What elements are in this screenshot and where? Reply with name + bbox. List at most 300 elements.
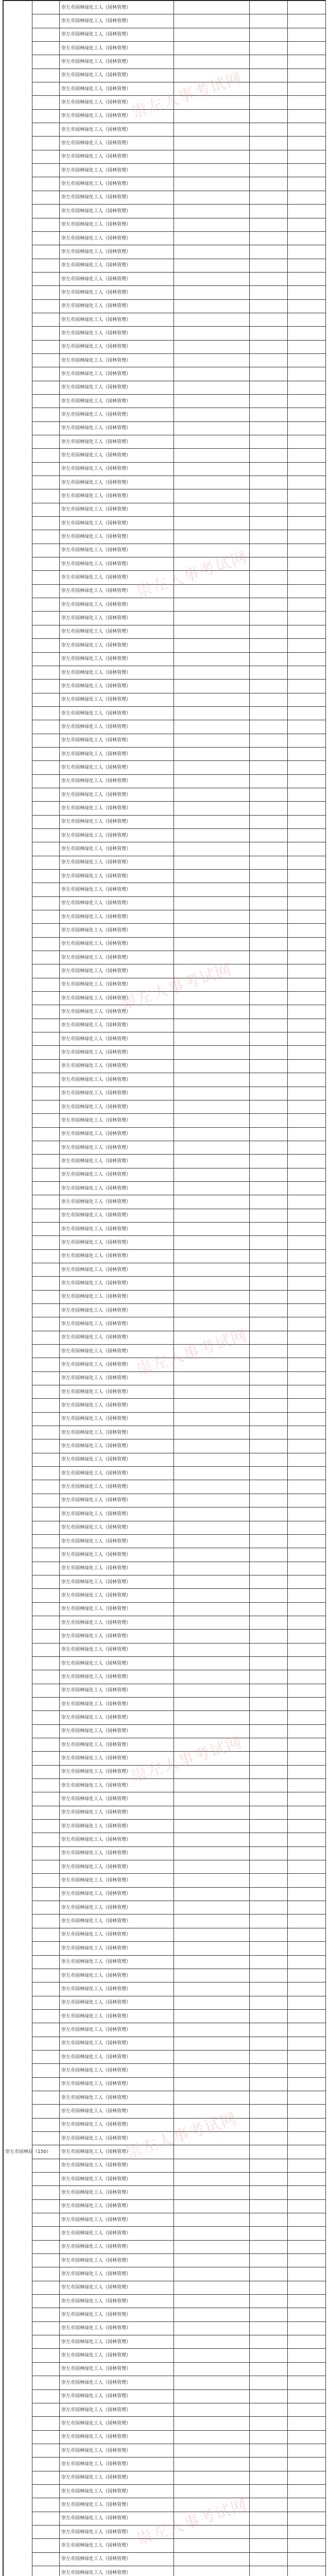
- value-cell: [174, 652, 250, 666]
- table-row: [4, 1249, 326, 1263]
- value-cell: [288, 2199, 326, 2213]
- value-cell: [174, 96, 250, 109]
- position-name-cell: 崇左市园林绿化工人（园林管理）: [60, 2213, 174, 2227]
- value-cell: [174, 870, 250, 883]
- position-name-cell: 崇左市园林绿化工人（园林管理）: [60, 1534, 174, 1548]
- position-name-cell: 崇左市园林绿化工人（园林管理）: [60, 164, 174, 177]
- blank-cell: [32, 720, 60, 734]
- table-row: [4, 584, 326, 598]
- table-row: [4, 1358, 326, 1371]
- value-cell: [288, 2118, 326, 2131]
- blank-cell: [32, 1249, 60, 1263]
- value-cell: [288, 842, 326, 856]
- blank-cell: [32, 1032, 60, 1046]
- blank-cell: [32, 815, 60, 828]
- table-row: [4, 598, 326, 612]
- value-cell: [288, 693, 326, 706]
- position-name-cell: 崇左市园林绿化工人（园林管理）: [60, 2064, 174, 2077]
- position-name-cell: 崇左市园林绿化工人（园林管理）: [60, 1480, 174, 1494]
- value-cell: [288, 1521, 326, 1534]
- table-row: [4, 530, 326, 544]
- table-row: [4, 1602, 326, 1616]
- table-row: [4, 1222, 326, 1235]
- value-cell: [250, 1249, 288, 1263]
- value-cell: [288, 1005, 326, 1019]
- position-name-cell: 崇左市园林绿化工人（园林管理）: [60, 1141, 174, 1154]
- value-cell: [174, 1914, 250, 1928]
- blank-cell: [32, 734, 60, 747]
- value-cell: [250, 1195, 288, 1209]
- value-cell: [250, 1792, 288, 1806]
- value-cell: [250, 639, 288, 652]
- value-cell: [250, 42, 288, 55]
- position-name-cell: 崇左市园林绿化工人（园林管理）: [60, 2335, 174, 2349]
- value-cell: [174, 1005, 250, 1019]
- value-cell: [288, 1820, 326, 1833]
- value-cell: [174, 788, 250, 801]
- value-cell: [174, 177, 250, 191]
- value-cell: [250, 2389, 288, 2403]
- table-row: [4, 747, 326, 760]
- value-cell: [250, 1345, 288, 1358]
- blank-cell: [32, 910, 60, 924]
- table-row: [4, 896, 326, 910]
- value-cell: [174, 2227, 250, 2240]
- value-cell: [174, 1412, 250, 1426]
- table-row: [4, 2118, 326, 2131]
- blank-cell: [32, 1290, 60, 1303]
- value-cell: [288, 1439, 326, 1453]
- value-cell: [288, 1548, 326, 1562]
- table-row: [4, 164, 326, 177]
- value-cell: [174, 1304, 250, 1317]
- table-row: [4, 1195, 326, 1209]
- table-row: [4, 2050, 326, 2063]
- table-row: [4, 2131, 326, 2145]
- table-row: [4, 1100, 326, 1113]
- blank-cell: [32, 340, 60, 353]
- value-cell: [250, 205, 288, 218]
- blank-cell: [32, 2321, 60, 2335]
- value-cell: [250, 1087, 288, 1100]
- table-row: [4, 1439, 326, 1453]
- blank-cell: [32, 1982, 60, 1996]
- position-name-cell: 崇左市园林绿化工人（园林管理）: [60, 1290, 174, 1303]
- value-cell: [250, 2267, 288, 2281]
- value-cell: [250, 1969, 288, 1982]
- value-cell: [174, 517, 250, 530]
- table-row: [4, 964, 326, 978]
- blank-cell: [32, 2105, 60, 2118]
- position-name-cell: 崇左市园林绿化工人（园林管理）: [60, 2105, 174, 2118]
- value-cell: [174, 1792, 250, 1806]
- value-cell: [174, 2295, 250, 2308]
- value-cell: [174, 435, 250, 449]
- value-cell: [174, 544, 250, 557]
- value-cell: [250, 598, 288, 612]
- blank-cell: [32, 394, 60, 408]
- position-name-cell: 崇左市园林绿化工人（园林管理）: [60, 842, 174, 856]
- table-row: [4, 2159, 326, 2172]
- blank-cell: [32, 2512, 60, 2525]
- value-cell: [174, 1439, 250, 1453]
- value-cell: [250, 327, 288, 340]
- blank-cell: [32, 896, 60, 910]
- position-name-cell: 崇左市园林绿化工人（园林管理）: [60, 2131, 174, 2145]
- value-cell: [174, 2254, 250, 2267]
- table-row: [4, 1304, 326, 1317]
- blank-cell: [32, 1046, 60, 1059]
- position-name-cell: 崇左市园林绿化工人（园林管理）: [60, 584, 174, 598]
- value-cell: [250, 1, 288, 14]
- table-row: [4, 1155, 326, 1168]
- value-cell: [174, 924, 250, 937]
- value-cell: [174, 2118, 250, 2131]
- value-cell: [288, 774, 326, 788]
- position-name-cell: 崇左市园林绿化工人（园林管理）: [60, 2295, 174, 2308]
- table-row: [4, 1643, 326, 1656]
- blank-cell: [32, 2403, 60, 2416]
- table-row: [4, 1046, 326, 1059]
- value-cell: [174, 1087, 250, 1100]
- value-cell: [288, 1100, 326, 1113]
- value-cell: [174, 1602, 250, 1616]
- value-cell: [174, 2349, 250, 2362]
- value-cell: [174, 2037, 250, 2050]
- blank-cell: [32, 2009, 60, 2023]
- value-cell: [174, 1480, 250, 1494]
- value-cell: [250, 2050, 288, 2063]
- table-row: [4, 245, 326, 259]
- table-row: [4, 2403, 326, 2416]
- position-name-cell: 崇左市园林绿化工人（园林管理）: [60, 1236, 174, 1249]
- position-name-cell: 崇左市园林绿化工人（园林管理）: [60, 96, 174, 109]
- value-cell: [288, 910, 326, 924]
- value-cell: [250, 1304, 288, 1317]
- value-cell: [250, 2498, 288, 2512]
- blank-cell: [32, 639, 60, 652]
- position-name-cell: 崇左市园林绿化工人（园林管理）: [60, 1738, 174, 1752]
- table-row: [4, 1385, 326, 1399]
- value-cell: [288, 1969, 326, 1982]
- blank-cell: [32, 2118, 60, 2131]
- position-name-cell: 崇左市园林绿化工人（园林管理）: [60, 1914, 174, 1928]
- table-row: [4, 1236, 326, 1249]
- value-cell: [288, 2458, 326, 2471]
- value-cell: [174, 28, 250, 41]
- blank-cell: [32, 109, 60, 123]
- value-cell: [174, 191, 250, 204]
- value-cell: [288, 1982, 326, 1996]
- value-cell: [174, 964, 250, 978]
- value-cell: [174, 1874, 250, 1887]
- value-cell: [288, 1630, 326, 1643]
- value-cell: [174, 1059, 250, 1073]
- value-cell: [174, 313, 250, 326]
- value-cell: [250, 2552, 288, 2566]
- blank-cell: [32, 937, 60, 951]
- position-name-cell: 崇左市园林绿化工人（园林管理）: [60, 937, 174, 951]
- value-cell: [250, 1806, 288, 1819]
- value-cell: [174, 1100, 250, 1113]
- value-cell: [250, 1901, 288, 1914]
- value-cell: [288, 2009, 326, 2023]
- blank-cell: [32, 557, 60, 571]
- value-cell: [250, 286, 288, 299]
- blank-cell: [32, 1467, 60, 1480]
- value-cell: [174, 1046, 250, 1059]
- value-cell: [250, 2254, 288, 2267]
- table-row: [4, 367, 326, 381]
- blank-cell: [32, 1942, 60, 1955]
- value-cell: [288, 1711, 326, 1724]
- value-cell: [288, 1833, 326, 1846]
- table-row: [4, 2281, 326, 2294]
- blank-cell: [32, 1222, 60, 1235]
- table-row: [4, 720, 326, 734]
- value-cell: [250, 571, 288, 584]
- position-name-cell: 崇左市园林绿化工人（园林管理）: [60, 788, 174, 801]
- position-name-cell: 崇左市园林绿化工人（园林管理）: [60, 177, 174, 191]
- value-cell: [288, 1684, 326, 1697]
- value-cell: [174, 2458, 250, 2471]
- blank-cell: [32, 1317, 60, 1331]
- value-cell: [174, 1616, 250, 1629]
- value-cell: [250, 1412, 288, 1426]
- value-cell: [174, 774, 250, 788]
- value-cell: [288, 2321, 326, 2335]
- value-cell: [250, 2118, 288, 2131]
- table-row: [4, 1724, 326, 1738]
- position-name-cell: 崇左市园林绿化工人（园林管理）: [60, 1317, 174, 1331]
- blank-cell: [32, 1371, 60, 1385]
- watermark-text: 崇左人事考试网: [134, 548, 250, 601]
- blank-cell: [32, 1019, 60, 1032]
- position-name-cell: 崇左市园林绿化工人（园林管理）: [60, 340, 174, 353]
- position-name-cell: 崇左市园林绿化工人（园林管理）: [60, 666, 174, 679]
- value-cell: [288, 1249, 326, 1263]
- table-row: [4, 2227, 326, 2240]
- value-cell: [174, 353, 250, 367]
- value-cell: [250, 1494, 288, 1507]
- table-row: [4, 313, 326, 326]
- blank-cell: [32, 856, 60, 869]
- value-cell: [288, 435, 326, 449]
- value-cell: [288, 150, 326, 163]
- value-cell: [288, 2430, 326, 2444]
- value-cell: [174, 1684, 250, 1697]
- position-name-cell: 崇左市园林绿化工人（园林管理）: [60, 1833, 174, 1846]
- value-cell: [174, 1630, 250, 1643]
- blank-cell: [32, 1697, 60, 1710]
- value-cell: [174, 1752, 250, 1765]
- value-cell: [250, 1114, 288, 1127]
- table-row: [4, 272, 326, 285]
- table-row: [4, 150, 326, 163]
- value-cell: [174, 978, 250, 991]
- position-name-cell: 崇左市园林绿化工人（园林管理）: [60, 2417, 174, 2430]
- position-name-cell: 崇左市园林绿化工人（园林管理）: [60, 2281, 174, 2294]
- value-cell: [174, 272, 250, 285]
- position-name-cell: 崇左市园林绿化工人（园林管理）: [60, 693, 174, 706]
- table-row: [4, 1914, 326, 1928]
- blank-cell: [32, 2077, 60, 2091]
- value-cell: [288, 1697, 326, 1710]
- value-cell: [174, 245, 250, 259]
- position-name-cell: 崇左市园林绿化工人（园林管理）: [60, 1602, 174, 1616]
- table-row: [4, 870, 326, 883]
- blank-cell: [32, 1996, 60, 2009]
- value-cell: [174, 2077, 250, 2091]
- value-cell: [174, 1, 250, 14]
- table-row: [4, 828, 326, 842]
- value-cell: [288, 1928, 326, 1941]
- table-row: [4, 1901, 326, 1914]
- table-row: [4, 1860, 326, 1874]
- blank-cell: [32, 14, 60, 28]
- blank-cell: [32, 2308, 60, 2321]
- blank-cell: [32, 1100, 60, 1113]
- blank-cell: [32, 2213, 60, 2227]
- blank-cell: [32, 870, 60, 883]
- table-row: [4, 1345, 326, 1358]
- table-row: [4, 802, 326, 815]
- value-cell: [288, 55, 326, 69]
- value-cell: [288, 2539, 326, 2552]
- value-cell: [250, 381, 288, 394]
- position-name-cell: 崇左市园林绿化工人（园林管理）: [60, 1928, 174, 1941]
- value-cell: [250, 1738, 288, 1752]
- value-cell: [288, 1114, 326, 1127]
- value-cell: [288, 2512, 326, 2525]
- blank-cell: [32, 2254, 60, 2267]
- blank-cell: [32, 652, 60, 666]
- table-row: [4, 2349, 326, 2362]
- value-cell: [250, 2159, 288, 2172]
- blank-cell: [32, 530, 60, 544]
- value-cell: [250, 69, 288, 82]
- value-cell: [174, 2444, 250, 2457]
- table-row: [4, 680, 326, 693]
- value-cell: [288, 1494, 326, 1507]
- value-cell: [250, 530, 288, 544]
- position-name-cell: 崇左市园林绿化工人（园林管理）: [60, 82, 174, 96]
- value-cell: [288, 1358, 326, 1371]
- position-name-cell: 崇左市园林绿化工人（园林管理）: [60, 978, 174, 991]
- value-cell: [288, 2376, 326, 2389]
- value-cell: [174, 394, 250, 408]
- table-row: [4, 42, 326, 55]
- value-cell: [174, 69, 250, 82]
- blank-cell: [32, 2566, 60, 2576]
- position-name-cell: 崇左市园林绿化工人（园林管理）: [60, 2037, 174, 2050]
- value-cell: [250, 2566, 288, 2576]
- value-cell: [250, 1887, 288, 1901]
- table-row: [4, 2321, 326, 2335]
- position-name-cell: 崇左市园林绿化工人（园林管理）: [60, 1548, 174, 1562]
- value-cell: [250, 1697, 288, 1710]
- table-row: [4, 2173, 326, 2186]
- value-cell: [250, 1996, 288, 2009]
- value-cell: [250, 1589, 288, 1602]
- value-cell: [288, 449, 326, 462]
- table-row: [4, 1874, 326, 1887]
- blank-cell: [32, 28, 60, 41]
- watermark-text: 崇左人事考试网: [134, 1326, 250, 1379]
- table-row: [4, 1955, 326, 1969]
- value-cell: [250, 2512, 288, 2525]
- table-row: [4, 951, 326, 964]
- value-cell: [174, 815, 250, 828]
- value-cell: [288, 218, 326, 231]
- position-name-cell: 崇左市园林绿化工人（园林管理）: [60, 1358, 174, 1371]
- position-name-cell: 崇左市园林绿化工人（园林管理）: [60, 1996, 174, 2009]
- value-cell: [288, 571, 326, 584]
- blank-cell: [32, 1955, 60, 1969]
- position-name-cell: 崇左市园林绿化工人（园林管理）: [60, 2444, 174, 2457]
- blank-cell: [32, 2471, 60, 2484]
- position-name-cell: 崇左市园林绿化工人（园林管理）: [60, 828, 174, 842]
- position-name-cell: 崇左市园林绿化工人（园林管理）: [60, 1901, 174, 1914]
- value-cell: [174, 1820, 250, 1833]
- value-cell: [250, 313, 288, 326]
- table-row: [4, 1290, 326, 1303]
- position-name-cell: 崇左市园林绿化工人（园林管理）: [60, 1711, 174, 1724]
- blank-cell: [32, 191, 60, 204]
- table-row: [4, 28, 326, 41]
- value-cell: [288, 1616, 326, 1629]
- value-cell: [250, 1371, 288, 1385]
- position-name-cell: 崇左市园林绿化工人（园林管理）: [60, 1331, 174, 1344]
- value-cell: [250, 476, 288, 489]
- table-row: [4, 1127, 326, 1141]
- value-cell: [250, 2335, 288, 2349]
- value-cell: [288, 231, 326, 245]
- blank-cell: [32, 992, 60, 1005]
- value-cell: [174, 842, 250, 856]
- blank-cell: [32, 1711, 60, 1724]
- value-cell: [174, 2267, 250, 2281]
- value-cell: [250, 1860, 288, 1874]
- value-cell: [174, 299, 250, 313]
- blank-cell: [32, 2430, 60, 2444]
- value-cell: [288, 1412, 326, 1426]
- value-cell: [250, 625, 288, 638]
- position-name-cell: 崇左市园林绿化工人（园林管理）: [60, 1059, 174, 1073]
- value-cell: [174, 55, 250, 69]
- value-cell: [288, 2159, 326, 2172]
- table-row: [4, 1820, 326, 1833]
- value-cell: [250, 720, 288, 734]
- value-cell: [174, 14, 250, 28]
- value-cell: [174, 1467, 250, 1480]
- table-row: [4, 924, 326, 937]
- value-cell: [174, 1670, 250, 1684]
- value-cell: [250, 1290, 288, 1303]
- value-cell: [288, 2131, 326, 2145]
- table-row: [4, 693, 326, 706]
- table-row: [4, 2199, 326, 2213]
- value-cell: [288, 1181, 326, 1195]
- value-cell: [250, 245, 288, 259]
- table-row: [4, 327, 326, 340]
- table-row: [4, 652, 326, 666]
- table-row: [4, 1467, 326, 1480]
- position-name-cell: 崇左市园林绿化工人（园林管理）: [60, 1100, 174, 1113]
- table-row: [4, 1453, 326, 1466]
- position-name-cell: 崇左市园林绿化工人（园林管理）: [60, 747, 174, 760]
- value-cell: [174, 937, 250, 951]
